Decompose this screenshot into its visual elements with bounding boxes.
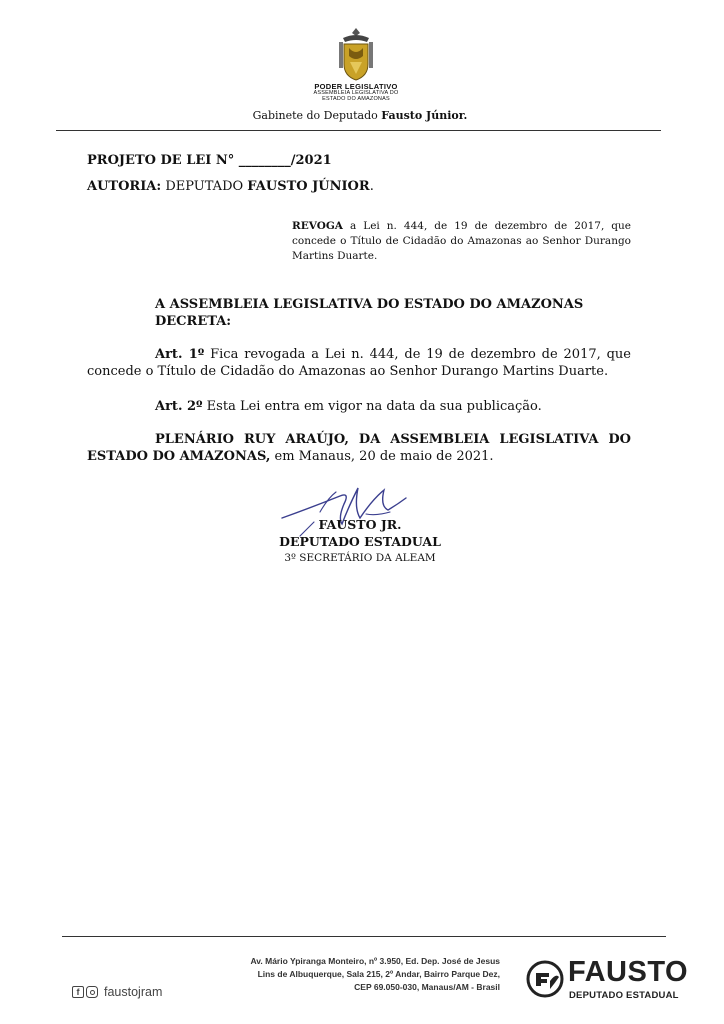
address-line-2: Lins de Albuquerque, Sala 215, 2º Andar, Bairro Parque Dez,: [257, 969, 500, 979]
enacting-clause: [155, 296, 583, 330]
org-title: PODER LEGISLATIVO: [314, 82, 398, 91]
summary-text: a Lei n. 444, de 19 de dezembro de 2017, que concede o Título de Cidadão do Amazonas ao Senhor Durango Martins Duarte.: [292, 220, 631, 262]
enacting-clause-line2: DECRETA:: [155, 314, 232, 329]
article-1-label: Art. 1º: [155, 347, 205, 362]
office-line: [160, 109, 560, 122]
bill-summary: [292, 219, 631, 264]
article-1: [87, 346, 631, 380]
article-2: [87, 398, 631, 415]
office-prefix: Gabinete do Deputado: [252, 109, 382, 122]
footer-address: [200, 955, 500, 994]
organization-name: [250, 83, 462, 102]
closing-statement-bold: PLENÁRIO RUY ARAÚJO, DA ASSEMBLEIA LEGISLATIVA DO ESTADO DO AMAZONAS,: [87, 432, 631, 464]
facebook-icon: f: [72, 986, 84, 998]
bill-number: PROJETO DE LEI N° ________/2021: [87, 153, 332, 168]
brand-subtitle: DEPUTADO ESTADUAL: [569, 990, 679, 1001]
coat-of-arms-icon: [337, 26, 375, 82]
article-2-label: Art. 2º: [155, 399, 203, 414]
signature-block: [235, 516, 485, 566]
authorship-end: .: [369, 179, 374, 194]
authorship-name: FAUSTO JÚNIOR: [247, 179, 370, 194]
org-subtitle-1: ASSEMBLEIA LEGISLATIVA DO: [313, 89, 399, 96]
social-handle: faustojram: [104, 985, 163, 999]
closing-statement-text: em Manaus, 20 de maio de 2021.: [270, 449, 494, 464]
article-2-text: Esta Lei entra em vigor na data da sua publicação.: [202, 399, 542, 414]
fausto-logo-icon: [525, 959, 565, 999]
office-deputy-name: Fausto Júnior.: [381, 109, 468, 122]
article-1-text: Fica revogada a Lei n. 444, de 19 de dezembro de 2017, que concede o Título de Cidadão do Amazonas ao Senhor Durango Martins Duarte.: [87, 347, 631, 379]
brand-name: FAUSTO: [568, 956, 689, 988]
instagram-icon: [86, 986, 98, 998]
closing-statement: [87, 431, 631, 465]
footer-divider: [62, 936, 666, 937]
signer-role: DEPUTADO ESTADUAL: [279, 534, 441, 549]
org-subtitle-2: ESTADO DO AMAZONAS: [322, 95, 390, 102]
address-line-1: Av. Mário Ypiranga Monteiro, nº 3.950, Ed. Dep. José de Jesus: [250, 956, 500, 966]
authorship: [87, 179, 374, 194]
social-handle-row: [72, 983, 162, 1001]
authorship-label: AUTORIA:: [87, 179, 162, 194]
summary-keyword: REVOGA: [292, 220, 343, 232]
signer-office: 3º SECRETÁRIO DA ALEAM: [284, 552, 436, 564]
header-divider: [56, 130, 661, 131]
authorship-prefix: DEPUTADO: [161, 179, 248, 194]
signer-name: FAUSTO JR.: [318, 517, 402, 532]
enacting-clause-line1: A ASSEMBLEIA LEGISLATIVA DO ESTADO DO AMAZONAS: [155, 297, 584, 312]
address-line-3: CEP 69.050-030, Manaus/AM - Brasil: [354, 982, 500, 992]
